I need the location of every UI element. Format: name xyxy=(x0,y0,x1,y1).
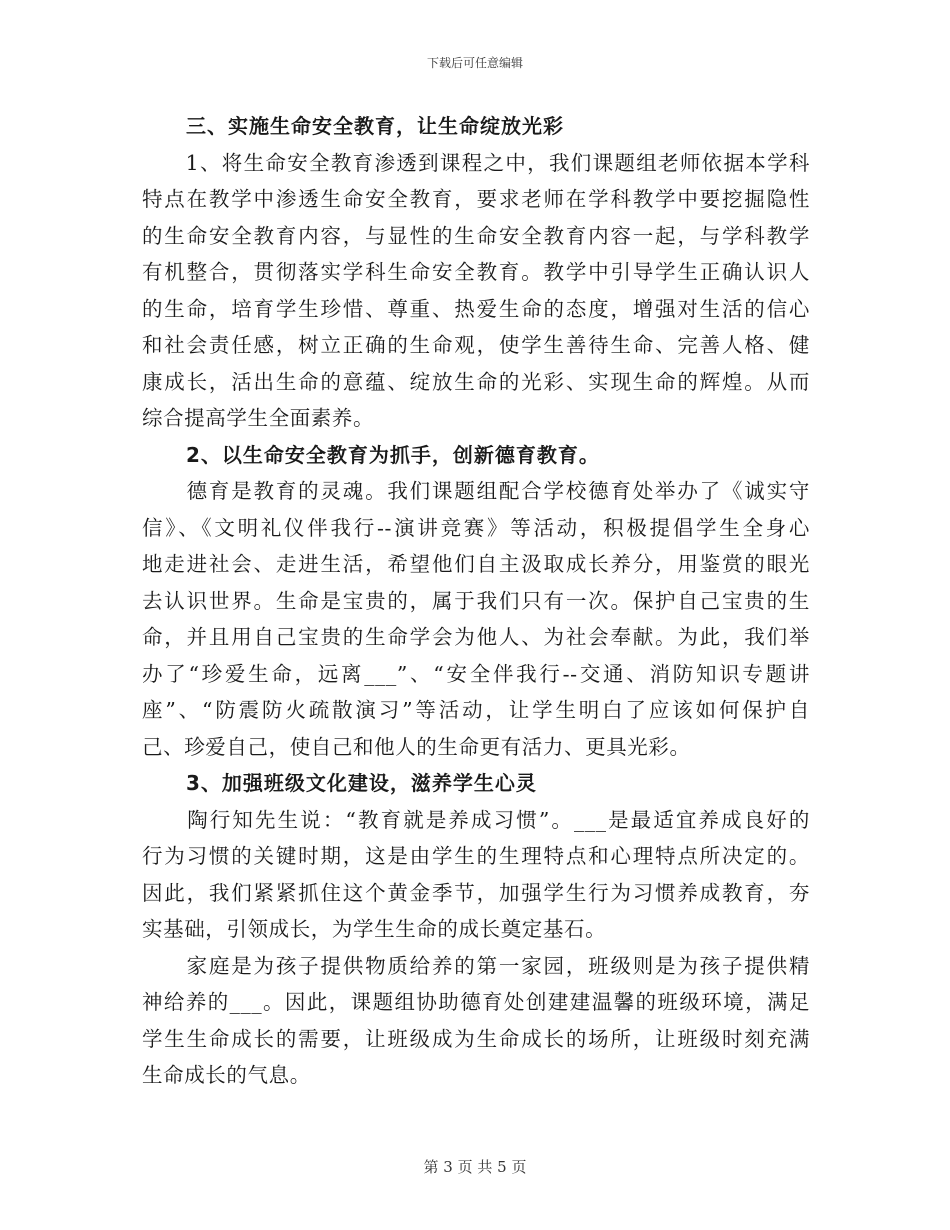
paragraph-line: 己、珍爱自己，使自己和他人的生命更有活力、更具光彩。 xyxy=(142,734,691,759)
paragraph-line: 有机整合，贯彻落实学科生命安全教育。教学中引导学生正确认识人 xyxy=(142,260,810,284)
section-title: 三、实施生命安全教育，让生命绽放光彩 xyxy=(186,114,564,138)
paragraph-line: 和社会责任感，树立正确的生命观，使学生善待生命、完善人格、健 xyxy=(142,333,810,357)
paragraph-line: 综合提高学生全面素养。 xyxy=(142,406,375,430)
paragraph-line: 家庭是为孩子提供物质给养的第一家园，班级则是为孩子提供精 xyxy=(142,953,810,978)
paragraph-line: 行为习惯的关键时期，这是由学生的生理特点和心理特点所决定的。 xyxy=(142,844,810,868)
paragraph-line: 信》、《文明礼仪伴我行--演讲竞赛》等活动，积极提倡学生全身心 xyxy=(142,515,810,540)
paragraph-line: 1、将生命安全教育渗透到课程之中，我们课题组老师依据本学科 xyxy=(142,150,810,175)
subsection-heading: 3、加强班级文化建设，滋养学生心灵 xyxy=(186,771,537,795)
page-footer: 第 3 页 共 5 页 xyxy=(423,1158,527,1176)
paragraph-line: 神给养的___。因此，课题组协助德育处创建建温馨的班级环境，满足 xyxy=(142,990,810,1014)
paragraph-line: 陶行知先生说：“教育就是养成习惯”。___是最适宜养成良好的 xyxy=(142,807,810,832)
paragraph-line: 学生生命成长的需要，让班级成为生命成长的场所，让班级时刻充满 xyxy=(142,1026,810,1051)
paragraph-line: 因此，我们紧紧抓住这个黄金季节，加强学生行为习惯养成教育，夯 xyxy=(142,880,810,905)
document-body xyxy=(142,108,810,1094)
paragraph-line: 实基础，引领成长，为学生生命的成长奠定基石。 xyxy=(142,917,607,941)
paragraph-line: 座”、“防震防火疏散演习”等活动，让学生明白了应该如何保护自 xyxy=(142,698,810,722)
paragraph-line: 特点在教学中渗透生命安全教育，要求老师在学科教学中要挖掘隐性 xyxy=(142,187,810,211)
paragraph-line: 地走进社会、走进生活，希望他们自主汲取成长养分，用鉴赏的眼光 xyxy=(142,552,810,576)
paragraph-line: 德育是教育的灵魂。我们课题组配合学校德育处举办了《诚实守 xyxy=(142,479,810,503)
paragraph-line: 去认识世界。生命是宝贵的，属于我们只有一次。保护自己宝贵的生 xyxy=(142,588,810,613)
subsection-heading: 2、以生命安全教育为抓手，创新德育教育。 xyxy=(186,442,600,467)
paragraph-line: 办了“珍爱生命，远离___”、“安全伴我行--交通、消防知识专题讲 xyxy=(142,661,810,686)
paragraph-line: 的生命，培育学生珍惜、尊重、热爱生命的态度，增强对生活的信心 xyxy=(142,296,810,321)
page-header: 下载后可任意编辑 xyxy=(426,56,523,70)
paragraph-line: 康成长，活出生命的意蕴、绽放生命的光彩、实现生命的辉煌。从而 xyxy=(142,369,810,394)
paragraph-line: 命，并且用自己宝贵的生命学会为他人、为社会奉献。为此，我们举 xyxy=(142,625,810,649)
paragraph-line: 生命成长的气息。 xyxy=(142,1063,311,1087)
paragraph-line: 的生命安全教育内容，与显性的生命安全教育内容一起，与学科教学 xyxy=(142,223,810,248)
